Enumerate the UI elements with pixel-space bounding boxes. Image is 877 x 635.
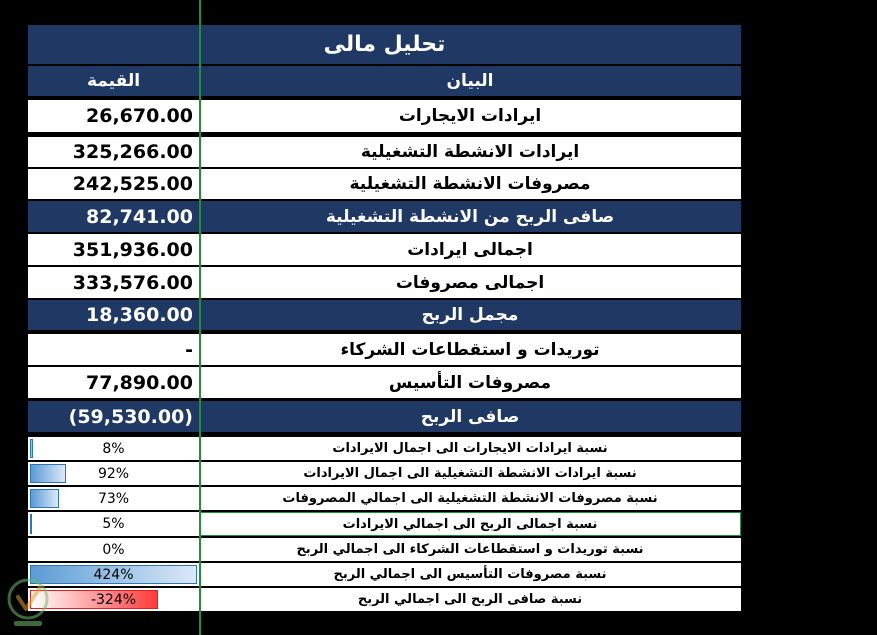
value-cell[interactable]: 351,936.00	[28, 234, 199, 265]
label-cell[interactable]: صافى الربح	[199, 401, 741, 432]
label-cell[interactable]: صافى الربح من الانشطة التشغيلية	[199, 201, 741, 232]
value-cell[interactable]: 242,525.00	[28, 169, 199, 199]
header-row	[28, 66, 741, 96]
value-cell[interactable]: -	[28, 334, 199, 365]
ratio-value-cell[interactable]: 424%	[28, 563, 199, 586]
ratio-row[interactable]	[28, 588, 741, 611]
ratio-row[interactable]	[28, 437, 741, 460]
table-row[interactable]	[28, 300, 741, 330]
label-cell[interactable]: اجمالى مصروفات	[199, 267, 741, 298]
table-row[interactable]	[28, 267, 741, 298]
value-cell[interactable]: 333,576.00	[28, 267, 199, 298]
value-cell[interactable]: 325,266.00	[28, 137, 199, 167]
value-cell[interactable]: 82,741.00	[28, 201, 199, 232]
label-cell[interactable]: مصروفات التأسيس	[199, 367, 741, 398]
data-bar	[30, 439, 33, 458]
ratio-value-cell[interactable]: 0%	[28, 538, 199, 561]
ratio-label-cell-selected[interactable]: نسبة اجمالى الربح الى اجمالي الايرادات	[199, 512, 741, 536]
ratio-row[interactable]	[28, 512, 741, 536]
ratio-label-cell[interactable]: نسبة صافى الربح الى اجمالي الربح	[199, 588, 741, 611]
table-row[interactable]	[28, 201, 741, 232]
label-cell[interactable]: ايرادات الايجارات	[199, 100, 741, 132]
ratio-label-cell[interactable]: نسبة توريدات و استقطاعات الشركاء الى اجمالي الربح	[199, 538, 741, 561]
value-cell[interactable]: 26,670.00	[28, 100, 199, 132]
data-bar	[30, 464, 66, 483]
value-cell[interactable]: 77,890.00	[28, 367, 199, 398]
table-row[interactable]	[28, 367, 741, 398]
ratio-label-cell[interactable]: نسبة ايرادات الانشطة التشغيلية الى اجمال الايرادات	[199, 462, 741, 485]
ratio-value-cell[interactable]: 73%	[28, 487, 199, 510]
table-row[interactable]	[28, 100, 741, 132]
table-row[interactable]	[28, 334, 741, 365]
label-cell[interactable]: مجمل الربح	[199, 300, 741, 330]
label-cell[interactable]: ايرادات الانشطة التشغيلية	[199, 137, 741, 167]
value-column-header[interactable]: القيمة	[28, 66, 199, 96]
report-title[interactable]: تحليل مالى	[28, 25, 741, 64]
ratio-row[interactable]	[28, 538, 741, 561]
value-cell[interactable]: 18,360.00	[28, 300, 199, 330]
ratio-value-cell[interactable]: 8%	[28, 437, 199, 460]
table-row[interactable]	[28, 234, 741, 265]
ratio-label-cell[interactable]: نسبة ايرادات الايجارات الى اجمال الايرادات	[199, 437, 741, 460]
label-cell[interactable]: اجمالى ايرادات	[199, 234, 741, 265]
ratio-label-cell[interactable]: نسبة مصروفات التأسيس الى اجمالي الربح	[199, 563, 741, 586]
table-row[interactable]	[28, 137, 741, 167]
ratio-row[interactable]	[28, 563, 741, 586]
ratio-row[interactable]	[28, 462, 741, 485]
data-bar	[30, 489, 59, 508]
ratio-row[interactable]	[28, 487, 741, 510]
column-gridline	[199, 0, 201, 635]
ratio-value-cell[interactable]: -324%	[28, 588, 199, 611]
ratio-value-cell[interactable]: 92%	[28, 462, 199, 485]
label-cell[interactable]: توريدات و استقطاعات الشركاء	[199, 334, 741, 365]
table-row[interactable]	[28, 401, 741, 432]
value-cell[interactable]: (59,530.00)	[28, 401, 199, 432]
ratio-label-cell[interactable]: نسبة مصروفات الانشطة التشغيلية الى اجمالي المصروفات	[199, 487, 741, 510]
label-cell[interactable]: مصروفات الانشطة التشغيلية	[199, 169, 741, 199]
data-bar	[30, 514, 32, 534]
watermark-logo-icon	[4, 577, 52, 629]
table-row[interactable]	[28, 169, 741, 199]
description-column-header[interactable]: البيان	[199, 66, 741, 96]
ratio-value-cell[interactable]: 5%	[28, 512, 199, 536]
